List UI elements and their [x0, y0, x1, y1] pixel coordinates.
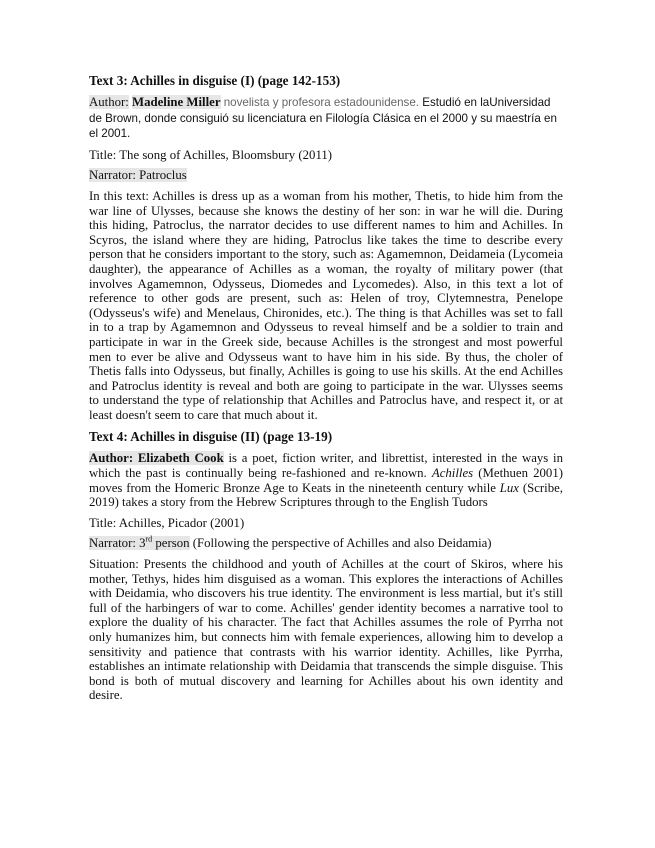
text4-author-desc-2: (Methuen 2001) moves from the Homeric Bronze Age to Keats in the nineteenth century while — [89, 466, 563, 495]
text3-author — [89, 95, 563, 142]
text4-narrator-label — [89, 536, 190, 550]
text4-narrator-person: person — [152, 536, 190, 551]
text4-title: Title: Achilles, Picador (2001) — [89, 515, 245, 530]
text4-situation: Situation: Presents the childhood and youth of Achilles at the court of Skiros, where his mother, Tethys, hides him disguised as a woman. This explores the interactions of Achilles with Deidamia, who discovers his true identity. The environment is less martial, but it's still full of the harbingers of war to come. Achilles' gender identity becomes a narrative tool to explore the duality of his character. The fact that Achilles assumes the role of Pyrrha not only humanizes him, but connects him with female experiences, allowing him to develop a sensitivity and patience that contrasts with his warrior identity. Achilles, like Pyrrha, establishes an intimate relationship with Deidamia that transcends the simple disguise. This bond is both of mutual discovery and learning for Achilles about his own identity and desire. — [89, 557, 563, 703]
text3-narrator-text: Narrator: Patroclus — [89, 168, 187, 183]
text4-narrator-note: (Following the perspective of Achilles and also Deidamia) — [189, 536, 492, 551]
text3-narrator — [89, 168, 563, 183]
text3-author-desc-1: novelista y profesora estadounidense. — [223, 96, 420, 109]
text4-book-lux: Lux — [499, 480, 519, 495]
text4-author-desc-1: is a poet, fiction writer, and librettist, interested in the ways in which the past is continually being re-fashioned and re-known. — [89, 451, 563, 481]
text3-author-label: Author: — [89, 95, 129, 109]
text3-author-desc-2: Estudió en la — [422, 96, 490, 109]
text3-heading: Text 3: Achilles in disguise (I) (page 142-153) — [89, 73, 341, 88]
text4-book-achilles: Achilles — [431, 466, 474, 481]
text3-author-name: Madeline Miller — [132, 95, 221, 109]
text4-heading: Text 4: Achilles in disguise (II) (page 13-19) — [89, 429, 333, 445]
text3-author-desc-3: Universidad de Brown — [89, 96, 551, 125]
text4-author — [89, 451, 563, 509]
text3-body: In this text: Achilles is dress up as a woman from his mother, Thetis, to hide him from the war line of Ulysses, because she knows the destiny of her son: in war he will die. During this hiding, Patroclus, the narrator decides to use different names to him and Achilles. In Scyros, the island where they are hiding, Patroclus like takes the time to describe every person that he considers important to the story, such as: Agamemnon, Deidameia (Lycomeia daughter), the appearance of Achilles as a woman, the royalty of military power (that involves Agamemnon, Odysseus, Diomedes and Lycomedes). Also, in this text a lot of reference to other gods are present, such as: Helen of troy, Clytemnestra, Penelope (Odysseus's wife) and Menelaus, Chironides, etc.). The thing is that Achilles was set to fall in to a trap by Agamemnon and Odysseus to reveal himself and be a soldier to train and participate in war in the Greek side, because Achilles is the strongest and most powerful men to ever be alive and Odysseus want to have him in his side. By thus, the choler of Thetis falls into Odysseus, but finally, Achilles is going to use his skills. At the end Achilles and Patroclus identity is reveal and both are going to participate in the war. Ulysses seems to understand the type of relationship that Achilles and Patroclus have, and respect it, or at least doesn't seem to care that much about it. — [89, 188, 563, 422]
text3-title: Title: The song of Achilles, Bloomsbury (2011) — [89, 147, 333, 162]
text3-author-desc-4: , donde consiguió su licenciatura en Filología Clásica en el 2000 y su maestría en el 2001. — [89, 111, 557, 141]
text4-narrator-sup: rd — [145, 535, 153, 545]
text4-author-desc-3: (Scribe, 2019) takes a story from the Hebrew Scriptures through to the English Tudors — [89, 480, 563, 510]
text4-narrator-label-text: Narrator: 3 — [89, 536, 146, 551]
document-content — [89, 72, 563, 709]
text4-author-label: Author: Elizabeth Cook — [89, 451, 224, 466]
text4-narrator — [89, 536, 563, 551]
